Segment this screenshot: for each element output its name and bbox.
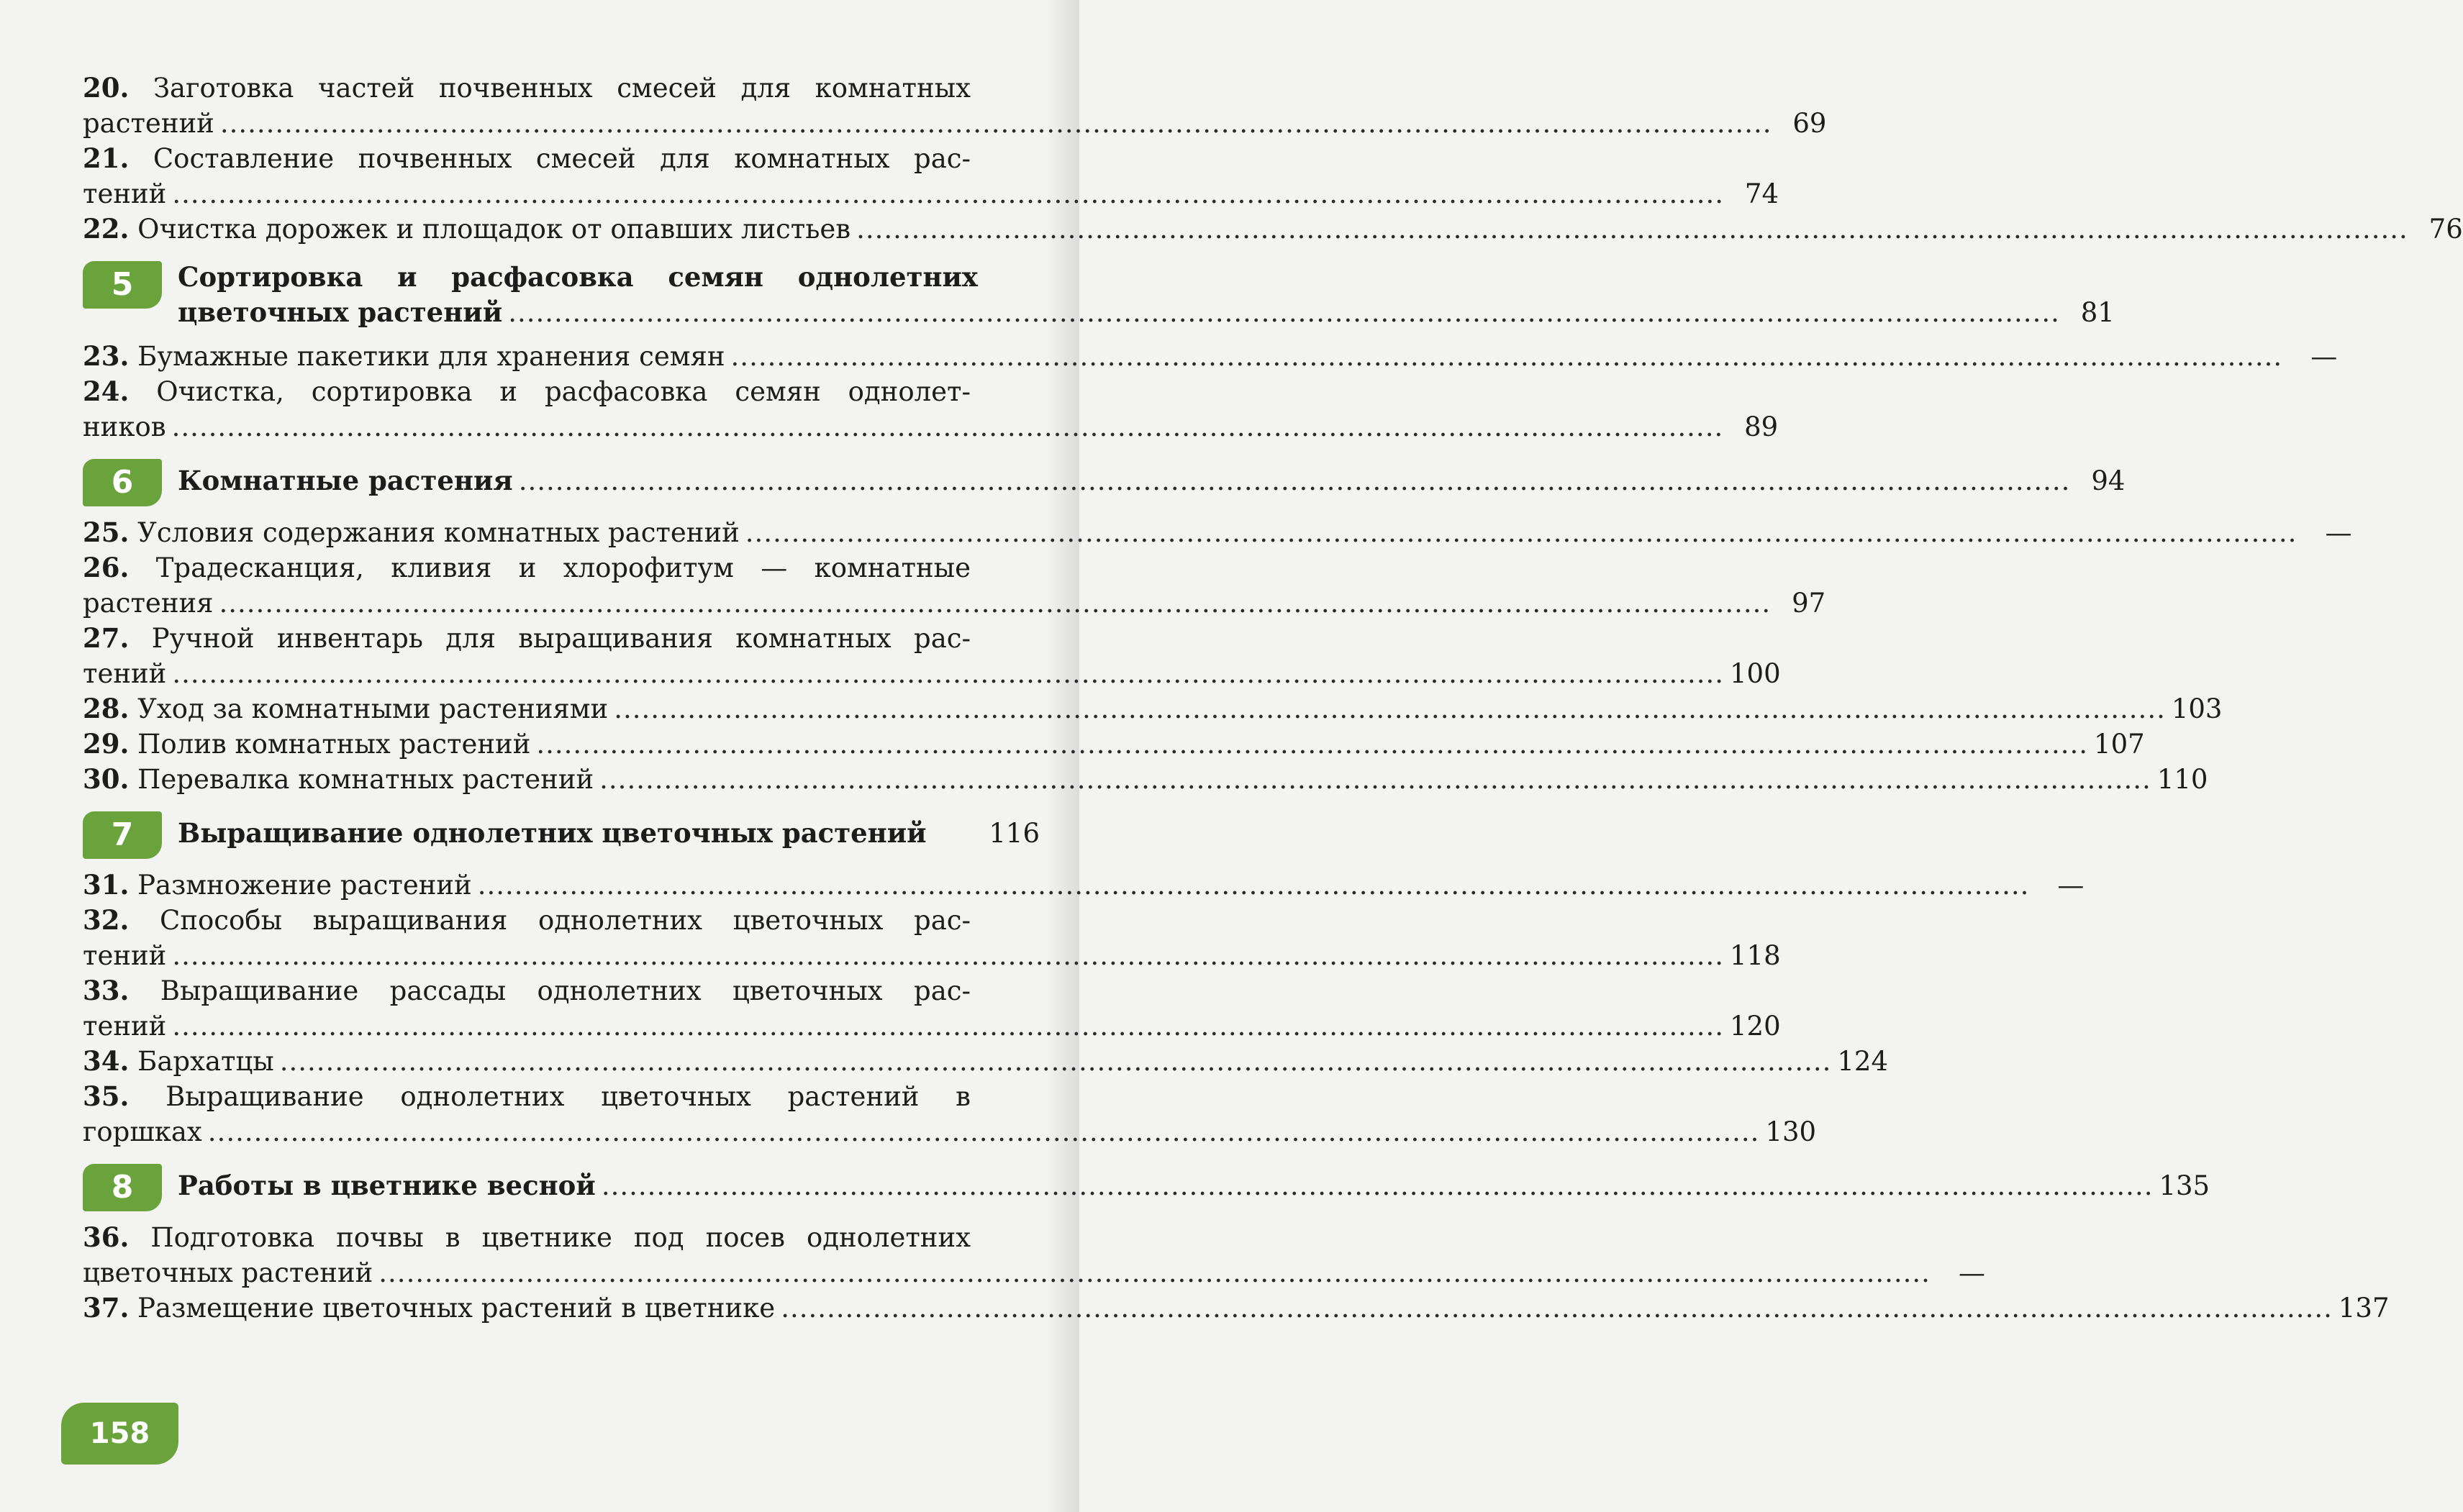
toc-entry-35 — [83, 1079, 1817, 1149]
entry-number: 32. — [83, 904, 130, 936]
chapter-5 — [83, 260, 2115, 330]
toc-entry-30 — [83, 762, 2208, 797]
leader-dots: ......................................................................................................................................................................... — [172, 658, 1725, 689]
leader-dots: ......................................................................................................................................................................... — [781, 1293, 2333, 1324]
page-number: 69 — [1792, 108, 1827, 139]
entry-title: Размещение цветочных растений в цветнике — [137, 1293, 776, 1324]
entry-number: 29. — [83, 728, 130, 760]
chapter-title: Работы в цветнике весной — [178, 1170, 596, 1201]
toc-entry-31 — [83, 867, 2085, 903]
table-of-contents — [83, 70, 2463, 1326]
leader-dots: ......................................................................................................................................................................... — [172, 178, 1725, 209]
page-number: 94 — [2091, 465, 2126, 496]
toc-entry-36 — [83, 1220, 1985, 1290]
entry-title-cont: растения — [83, 588, 214, 619]
toc-entry-26 — [83, 550, 1826, 621]
leader-dots: ......................................................................................................................................................................... — [508, 297, 2060, 328]
entry-title-cont: тений — [83, 1011, 167, 1042]
chapter-title: Выращивание однолетних цветочных растений — [178, 817, 927, 849]
toc-entry-28 — [83, 691, 2223, 727]
page-number: 97 — [1792, 588, 1826, 619]
chapter-8 — [83, 1162, 2210, 1211]
entry-title: Способы выращивания однолетних цветочных рас- — [160, 905, 971, 936]
entry-number: 28. — [83, 693, 130, 724]
toc-entry-22 — [83, 211, 2463, 247]
page-number: — — [2310, 341, 2338, 372]
leader-dots: ......................................................................................................................................................................... — [172, 1011, 1725, 1042]
leader-dots: ......................................................................................................................................................................... — [536, 729, 2089, 760]
entry-number: 21. — [83, 142, 130, 174]
entry-title: Ручной инвентарь для выращивания комнатных рас- — [151, 623, 971, 654]
page-number: 81 — [2080, 297, 2115, 328]
leader-dots: ......................................................................................................................................................................... — [599, 764, 2151, 795]
page-number: 135 — [2159, 1170, 2210, 1201]
toc-entry-37 — [83, 1290, 2390, 1326]
page-number: 74 — [1744, 178, 1779, 209]
toc-entry-25 — [83, 515, 2352, 550]
entry-title: Выращивание однолетних цветочных растений в — [165, 1081, 971, 1112]
chapter-number-badge: 8 — [83, 1164, 162, 1211]
chapter-title: Комнатные растения — [178, 465, 513, 496]
leader-dots: ......................................................................................................................................................................... — [614, 693, 2166, 724]
page-number-badge: 158 — [61, 1403, 178, 1465]
chapter-7 — [83, 810, 1040, 859]
page-number: 100 — [1730, 658, 1781, 689]
entry-title-cont: цветочных растений — [83, 1257, 373, 1288]
chapter-title-cont: цветочных растений — [178, 296, 503, 328]
page-number: 107 — [2094, 729, 2145, 760]
leader-dots: ......................................................................................................................................................................... — [219, 588, 1772, 619]
entry-number: 26. — [83, 552, 130, 583]
entry-title-cont: растений — [83, 108, 214, 139]
entry-title: Выращивание рассады однолетних цветочных рас- — [160, 975, 971, 1006]
entry-title: Традесканция, кливия и хлорофитум — комнатные — [155, 552, 971, 583]
page-number: 110 — [2156, 764, 2208, 795]
leader-dots: ......................................................................................................................................................................... — [856, 214, 2408, 245]
toc-entry-24 — [83, 374, 1779, 445]
leader-dots: ......................................................................................................................................................................... — [601, 1170, 2154, 1201]
entry-title: Уход за комнатными растениями — [137, 693, 609, 724]
chapter-title: Сортировка и расфасовка семян однолетних — [178, 261, 978, 293]
entry-number: 30. — [83, 763, 130, 795]
entry-title-cont: тений — [83, 658, 167, 689]
page-number: 124 — [1837, 1046, 1888, 1077]
leader-dots: ......................................................................................................................................................................... — [219, 108, 1772, 139]
page-number: 89 — [1744, 411, 1779, 442]
page-number: 76 — [2428, 214, 2463, 245]
entry-number: 33. — [83, 975, 130, 1006]
entry-number: 36. — [83, 1221, 130, 1253]
entry-title-cont: тений — [83, 178, 167, 209]
toc-entry-32 — [83, 903, 1781, 973]
entry-number: 23. — [83, 340, 130, 372]
entry-title: Заготовка частей почвенных смесей для комнатных — [153, 73, 971, 104]
toc-entry-29 — [83, 727, 2145, 762]
page-number: 118 — [1730, 940, 1781, 971]
page-number: 130 — [1765, 1116, 1817, 1147]
entry-title: Очистка, сортировка и расфасовка семян однолет- — [156, 376, 971, 407]
toc-entry-27 — [83, 621, 1781, 691]
entry-number: 20. — [83, 72, 130, 104]
page-number: 137 — [2338, 1293, 2390, 1324]
toc-entry-23 — [83, 339, 2338, 374]
entry-number: 27. — [83, 622, 130, 654]
entry-number: 34. — [83, 1045, 130, 1077]
toc-entry-34 — [83, 1044, 1888, 1079]
entry-title: Бумажные пакетики для хранения семян — [137, 341, 725, 372]
leader-dots: ......................................................................................................................................................................... — [477, 870, 2030, 901]
chapter-number-badge: 6 — [83, 459, 162, 506]
page-number: 103 — [2171, 693, 2223, 724]
entry-title: Условия содержания комнатных растений — [137, 517, 740, 548]
leader-dots: ......................................................................................................................................................................... — [745, 517, 2298, 548]
leader-dots: ......................................................................................................................................................................... — [279, 1046, 1832, 1077]
chapter-6 — [83, 457, 2126, 506]
leader-dots: ......................................................................................................................................................................... — [171, 411, 1724, 442]
leader-dots: ......................................................................................................................................................................... — [207, 1116, 1760, 1147]
entry-number: 37. — [83, 1292, 130, 1324]
page-number: 116 — [989, 818, 1040, 849]
entry-title-cont: тений — [83, 940, 167, 971]
entry-title-cont: ников — [83, 411, 166, 442]
entry-title-cont: горшках — [83, 1116, 202, 1147]
entry-title: Очистка дорожек и площадок от опавших листьев — [137, 214, 851, 245]
entry-number: 35. — [83, 1080, 130, 1112]
entry-number: 31. — [83, 869, 130, 901]
leader-dots: ......................................................................................................................................................................... — [172, 940, 1725, 971]
page-number: — — [2057, 870, 2085, 901]
leader-dots: ......................................................................................................................................................................... — [730, 341, 2283, 372]
entry-title: Составление почвенных смесей для комнатных рас- — [153, 143, 971, 174]
page-number: — — [2325, 517, 2352, 548]
entry-title: Бархатцы — [137, 1046, 274, 1077]
leader-dots: ......................................................................................................................................................................... — [518, 465, 2071, 496]
page-number: 120 — [1730, 1011, 1781, 1042]
leader-dots: ......................................................................................................................................................................... — [378, 1257, 1931, 1288]
entry-title: Полив комнатных растений — [137, 729, 531, 760]
toc-entry-20 — [83, 70, 1827, 141]
entry-title: Размножение растений — [137, 870, 472, 901]
entry-number: 24. — [83, 375, 130, 407]
entry-title: Перевалка комнатных растений — [137, 764, 594, 795]
entry-number: 25. — [83, 516, 130, 548]
page-number: — — [1958, 1257, 1985, 1288]
chapter-number-badge: 7 — [83, 811, 162, 859]
toc-entry-21 — [83, 141, 1779, 211]
entry-title: Подготовка почвы в цветнике под посев однолетних — [150, 1222, 971, 1253]
entry-number: 22. — [83, 213, 130, 245]
toc-entry-33 — [83, 973, 1781, 1044]
chapter-number-badge: 5 — [83, 261, 162, 309]
